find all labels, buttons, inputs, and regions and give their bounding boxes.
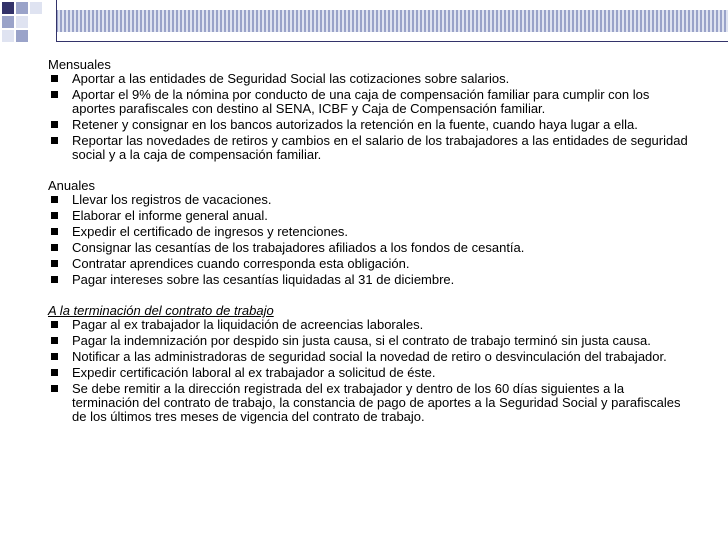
decor-square (2, 30, 14, 42)
bullet-square-icon (51, 91, 58, 98)
section-title-terminacion: A la terminación del contrato de trabajo (48, 303, 274, 318)
bullet-square-icon (51, 244, 58, 251)
list-item: Contratar aprendices cuando corresponda esta obligación. (48, 257, 688, 271)
list-item: Llevar los registros de vacaciones. (48, 193, 688, 207)
bullet-square-icon (51, 260, 58, 267)
section-title-mensuales: Mensuales (48, 57, 111, 72)
bullet-square-icon (51, 121, 58, 128)
bullet-square-icon (51, 228, 58, 235)
bullet-square-icon (51, 337, 58, 344)
bullet-square-icon (51, 137, 58, 144)
bullet-square-icon (51, 369, 58, 376)
list-item: Pagar al ex trabajador la liquidación de acreencias laborales. (48, 318, 688, 332)
list-item: Consignar las cesantías de los trabajadores afiliados a los fondos de cesantía. (48, 241, 688, 255)
bullet-square-icon (51, 212, 58, 219)
list-item: Pagar la indemnización por despido sin justa causa, si el contrato de trabajo terminó sin justa causa. (48, 334, 688, 348)
section-title-anuales: Anuales (48, 178, 95, 193)
list-item: Reportar las novedades de retiros y cambios en el salario de los trabajadores a las entidades de seguridad social y a la caja de compensación familiar. (48, 134, 688, 162)
slide-body (48, 58, 688, 426)
bullet-square-icon (51, 276, 58, 283)
list-item: Se debe remitir a la dirección registrada del ex trabajador y dentro de los 60 días siguientes a la terminación del contrato de trabajo, la constancia de pago de aportes a la Seguridad Social y parafiscales de los últimos tres meses de vigencia del contrato de trabajo. (48, 382, 688, 424)
list-item: Expedir el certificado de ingresos y retenciones. (48, 225, 688, 239)
bullet-square-icon (51, 196, 58, 203)
decor-square (16, 2, 28, 14)
bullet-square-icon (51, 75, 58, 82)
header-vertical-rule (56, 0, 57, 42)
bullet-list-mensuales (48, 72, 688, 162)
list-item: Aportar el 9% de la nómina por conducto de una caja de compensación familiar para cumplir con los aportes parafiscales con destino al SENA, ICBF y Caja de Compensación familiar. (48, 88, 688, 116)
bullet-square-icon (51, 385, 58, 392)
list-item: Retener y consignar en los bancos autorizados la retención en la fuente, cuando haya lugar a ella. (48, 118, 688, 132)
list-item: Notificar a las administradoras de seguridad social la novedad de retiro o desvinculación del trabajador. (48, 350, 688, 364)
bullet-square-icon (51, 353, 58, 360)
bullet-list-terminacion (48, 318, 688, 424)
bullet-list-anuales (48, 193, 688, 287)
decor-square (2, 2, 14, 14)
bullet-square-icon (51, 321, 58, 328)
slide-header-decoration (0, 0, 728, 46)
header-stripe-bar (56, 10, 728, 32)
decor-square (30, 2, 42, 14)
decor-square (16, 16, 28, 28)
header-horizontal-rule (56, 41, 728, 42)
decor-square (16, 30, 28, 42)
list-item: Expedir certificación laboral al ex trabajador a solicitud de éste. (48, 366, 688, 380)
list-item: Elaborar el informe general anual. (48, 209, 688, 223)
list-item: Aportar a las entidades de Seguridad Social las cotizaciones sobre salarios. (48, 72, 688, 86)
decor-square (2, 16, 14, 28)
list-item: Pagar intereses sobre las cesantías liquidadas al 31 de diciembre. (48, 273, 688, 287)
